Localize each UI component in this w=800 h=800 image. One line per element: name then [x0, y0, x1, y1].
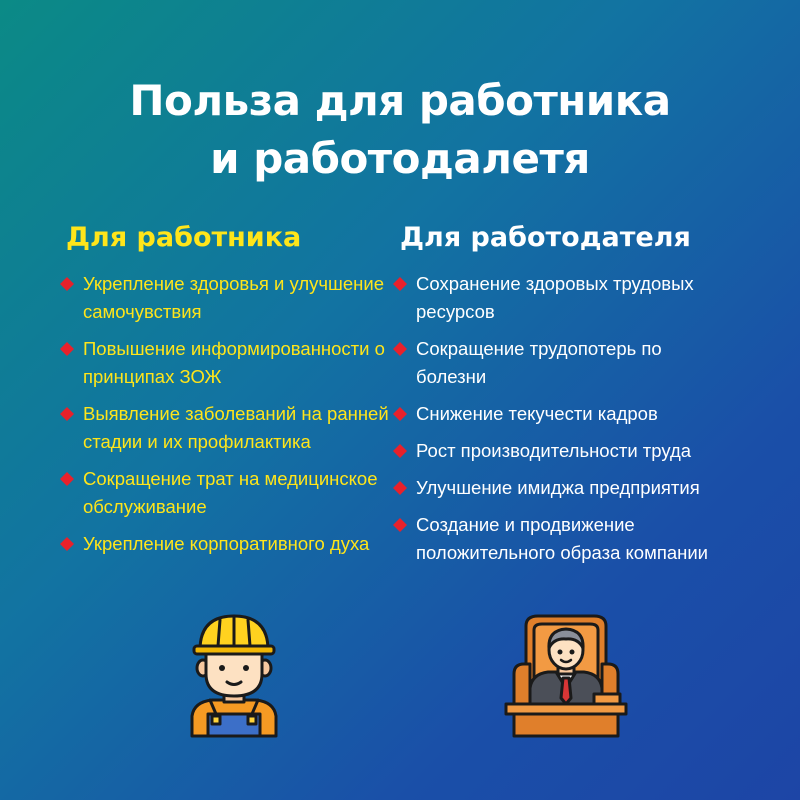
list-item: [60, 530, 390, 558]
page-title-line-1: Польза для работника: [129, 76, 671, 125]
employer-heading: Для работодателя: [400, 222, 691, 253]
employee-heading: Для работника: [66, 222, 302, 253]
red-diamond-icon: [60, 342, 74, 356]
list-item-text: Создание и продвижение положительного образа компании: [416, 514, 709, 563]
red-diamond-icon: [393, 481, 407, 495]
red-diamond-icon: [60, 537, 74, 551]
list-item: [60, 400, 390, 456]
list-item-text: Выявление заболеваний на ранней стадии и их профилактика: [83, 403, 389, 452]
red-diamond-icon: [393, 342, 407, 356]
red-diamond-icon: [60, 407, 74, 421]
businessman-at-desk-icon: [504, 612, 628, 738]
red-diamond-icon: [60, 472, 74, 486]
list-item: [393, 335, 713, 391]
list-item: [60, 335, 390, 391]
red-diamond-icon: [393, 407, 407, 421]
red-diamond-icon: [393, 277, 407, 291]
list-item-text: Рост производительности труда: [416, 440, 692, 461]
red-diamond-icon: [60, 277, 74, 291]
red-diamond-icon: [393, 518, 407, 532]
list-item: [60, 270, 390, 326]
red-diamond-icon: [393, 444, 407, 458]
employer-benefits-list: [393, 270, 713, 576]
list-item-text: Улучшение имиджа предприятия: [416, 477, 700, 498]
list-item-text: Повышение информированности о принципах ЗОЖ: [83, 338, 385, 387]
list-item: [393, 437, 713, 465]
list-item-text: Сокращение трудопотерь по болезни: [416, 338, 662, 387]
list-item-text: Сохранение здоровых трудовых ресурсов: [416, 273, 694, 322]
list-item-text: Снижение текучести кадров: [416, 403, 658, 424]
list-item-text: Укрепление корпоративного духа: [83, 533, 370, 554]
list-item: [393, 270, 713, 326]
employee-benefits-list: [60, 270, 390, 567]
page-title-line-2: и работодалетя: [210, 134, 590, 183]
list-item: [393, 400, 713, 428]
list-item-text: Сокращение трат на медицинское обслуживание: [83, 468, 378, 517]
list-item: [393, 474, 713, 502]
list-item: [60, 465, 390, 521]
list-item-text: Укрепление здоровья и улучшение самочувствия: [83, 273, 385, 322]
list-item: [393, 511, 713, 567]
construction-worker-icon: [186, 608, 282, 738]
page-title: [0, 72, 800, 188]
